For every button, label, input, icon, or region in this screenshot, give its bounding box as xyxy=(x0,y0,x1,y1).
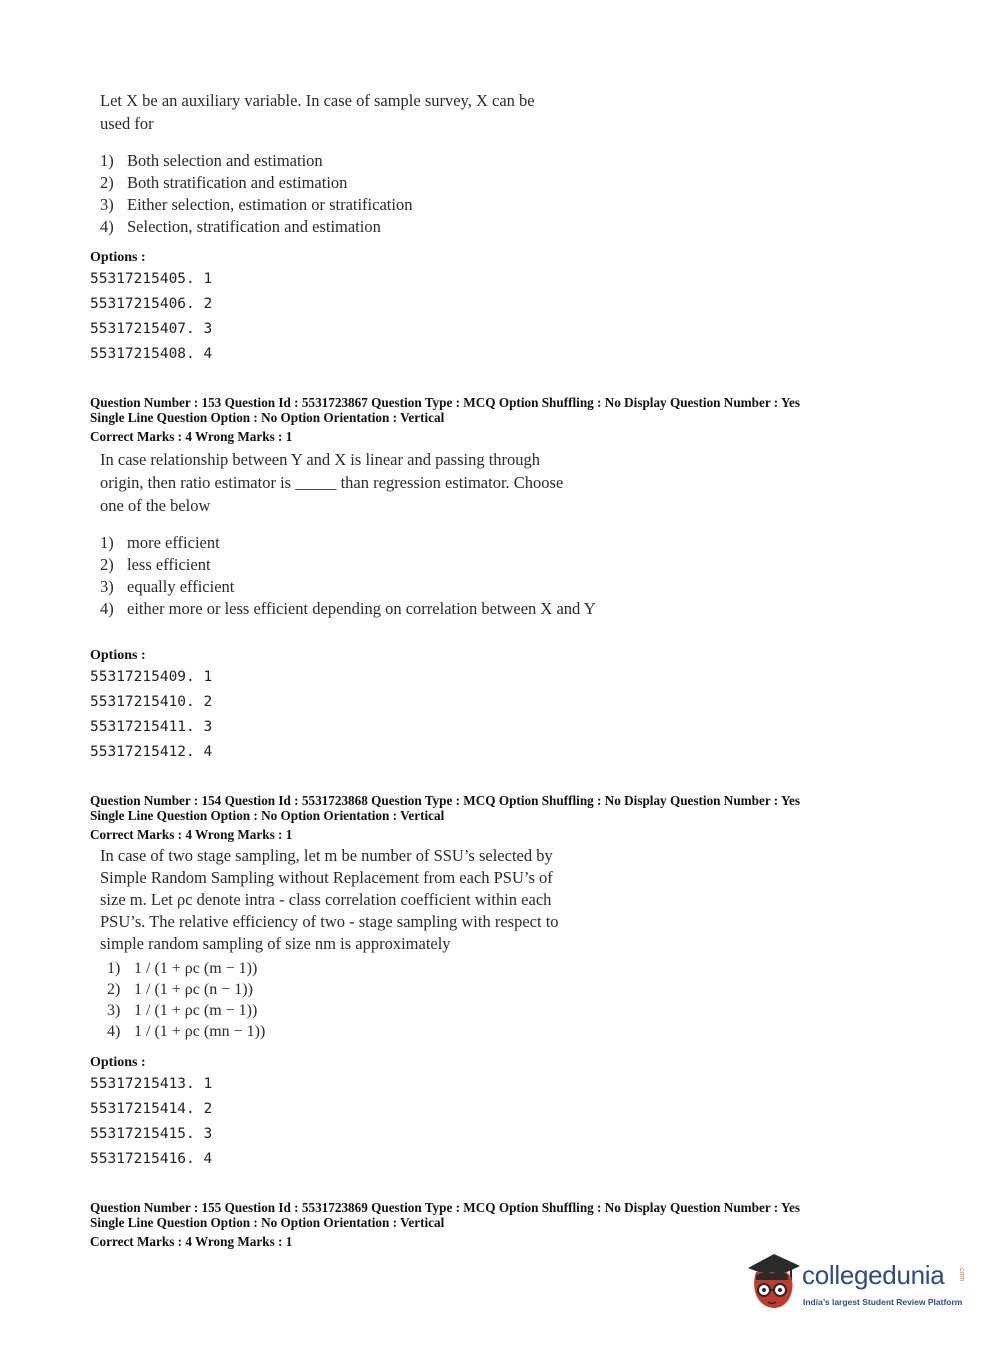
q155-meta xyxy=(90,1200,800,1230)
q153-text-line: origin, then ratio estimator is _____ than regression estimator. Choose xyxy=(100,473,564,492)
q154-marks: Correct Marks : 4 Wrong Marks : 1 xyxy=(90,827,293,842)
q155-marks: Correct Marks : 4 Wrong Marks : 1 xyxy=(90,1234,293,1249)
logo-suffix: .com xyxy=(958,1266,965,1282)
option-id: 55317215415. 3 xyxy=(90,1126,213,1142)
q153-meta xyxy=(90,395,800,425)
q155-meta-line: Question Number : 155 Question Id : 5531723869 Question Type : MCQ Option Shuffling : No Display Question Number : Yes xyxy=(90,1200,800,1215)
option-id: 55317215416. 4 xyxy=(90,1151,213,1167)
q153-options xyxy=(90,665,212,765)
q153-choice: 2) less efficient xyxy=(100,555,211,574)
q153-options-label: Options : xyxy=(90,648,146,663)
q153-choices xyxy=(100,532,597,620)
q154-text-line: Simple Random Sampling without Replacement from each PSU’s of xyxy=(100,868,553,887)
q154-options xyxy=(90,1072,212,1172)
q154-text-line: PSU’s. The relative efficiency of two - stage sampling with respect to xyxy=(100,912,559,931)
q153-choice: 3) equally efficient xyxy=(100,577,235,596)
q152-options-label: Options : xyxy=(90,250,146,265)
q154-meta xyxy=(90,793,800,823)
q154-choices xyxy=(107,958,604,1042)
q154-text-line: In case of two stage sampling, let m be number of SSU’s selected by xyxy=(100,846,553,865)
q153-text-line: In case relationship between Y and X is linear and passing through xyxy=(100,450,541,469)
q152-choice: 2) Both stratification and estimation xyxy=(100,173,348,192)
logo-wordmark: collegedunia xyxy=(802,1260,945,1290)
q154-question-text xyxy=(100,845,559,955)
q154-meta-line: Single Line Question Option : No Option Orientation : Vertical xyxy=(90,808,445,823)
q152-question-text xyxy=(100,89,535,135)
q152-text-line: Let X be an auxiliary variable. In case of sample survey, X can be xyxy=(100,91,535,110)
q152-choice: 3) Either selection, estimation or stratification xyxy=(100,195,413,214)
q154-text-line: size m. Let ρc denote intra - class correlation coefficient within each xyxy=(100,890,552,909)
logo-tagline: India’s largest Student Review Platform xyxy=(803,1297,963,1307)
option-id: 55317215414. 2 xyxy=(90,1101,213,1117)
option-id: 55317215412. 4 xyxy=(90,744,213,760)
q154-choice: 3) 1 / (1 + ρc (m − 1)) xyxy=(107,1002,258,1019)
option-id: 55317215407. 3 xyxy=(90,321,213,337)
q153-question-text xyxy=(100,448,563,517)
q153-text-line: one of the below xyxy=(100,496,211,515)
q154-choice: 4) 1 / (1 + ρc (mn − 1)) xyxy=(107,1023,266,1040)
q152-options xyxy=(90,267,212,367)
mascot-icon xyxy=(742,1250,804,1318)
q153-meta-line: Question Number : 153 Question Id : 5531723867 Question Type : MCQ Option Shuffling : No Display Question Number : Yes xyxy=(90,395,800,410)
q153-meta-line: Single Line Question Option : No Option Orientation : Vertical xyxy=(90,410,445,425)
q154-text-line: simple random sampling of size nm is approximately xyxy=(100,934,451,953)
option-id: 55317215410. 2 xyxy=(90,694,213,710)
q155-meta-line: Single Line Question Option : No Option Orientation : Vertical xyxy=(90,1215,445,1230)
q153-marks: Correct Marks : 4 Wrong Marks : 1 xyxy=(90,429,293,444)
option-id: 55317215406. 2 xyxy=(90,296,213,312)
q154-choice: 1) 1 / (1 + ρc (m − 1)) xyxy=(107,960,258,977)
q154-meta-line: Question Number : 154 Question Id : 5531723868 Question Type : MCQ Option Shuffling : No Display Question Number : Yes xyxy=(90,793,800,808)
option-id: 55317215408. 4 xyxy=(90,346,213,362)
q152-choices xyxy=(100,150,597,238)
option-id: 55317215413. 1 xyxy=(90,1076,213,1092)
q154-choice: 2) 1 / (1 + ρc (n − 1)) xyxy=(107,981,253,998)
q152-choice: 4) Selection, stratification and estimation xyxy=(100,217,381,236)
option-id: 55317215409. 1 xyxy=(90,669,213,685)
q152-choice: 1) Both selection and estimation xyxy=(100,151,323,170)
q153-choice: 1) more efficient xyxy=(100,533,220,552)
q153-choice: 4) either more or less efficient depending on correlation between X and Y xyxy=(100,599,596,618)
q152-text-line: used for xyxy=(100,114,154,133)
q154-options-label: Options : xyxy=(90,1055,146,1070)
option-id: 55317215411. 3 xyxy=(90,719,213,735)
collegedunia-logo xyxy=(742,1250,972,1320)
option-id: 55317215405. 1 xyxy=(90,271,213,287)
